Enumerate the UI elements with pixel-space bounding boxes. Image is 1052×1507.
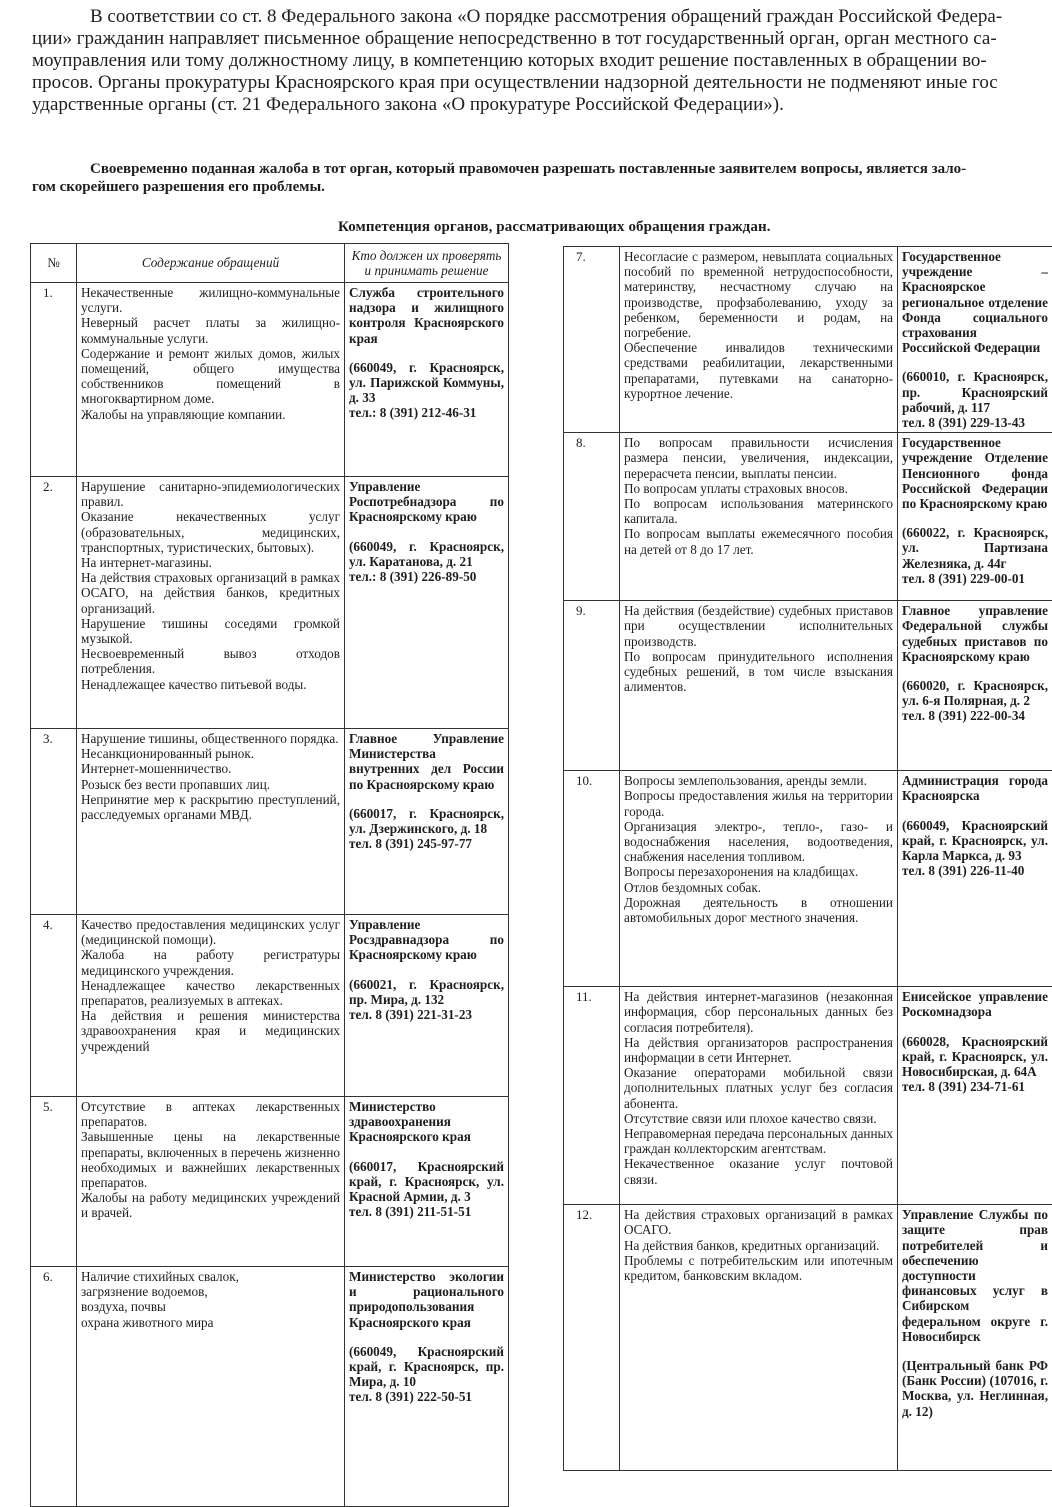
org-phone: тел. 8 (391) 211-51-51	[349, 1204, 504, 1219]
content-item: Проблемы с потребительским или ипотечным кредитом, банковским вкладом.	[624, 1253, 893, 1283]
content-item: Завышенные цены на лекарственные препараты, включенных в перечень жизненно необходимых и важнейших лекарственных препаратов.	[81, 1129, 340, 1190]
row-org	[345, 283, 509, 477]
content-item: На действия страховых организаций в рамках ОСАГО, на действия банков, кредитных организаций.	[81, 570, 340, 616]
content-item: Жалобы на работу медицинских учреждений и врачей.	[81, 1190, 340, 1220]
row-number: 11.	[564, 987, 620, 1205]
row-org	[898, 601, 1052, 771]
bold-note	[32, 160, 1050, 196]
content-item: Некачественное оказание услуг почтовой связи.	[624, 1156, 893, 1186]
content-item: Вопросы землепользования, аренды земли.	[624, 773, 893, 788]
content-item: Несогласие с размером, невыплата социальных пособий по временной нетрудоспособности, материнству, несчастному случаю на производстве, профзаболеванию, уходу за ребенком, беременности и родам, на погребение.	[624, 249, 893, 340]
row-content	[620, 247, 898, 433]
content-item: воздуха, почвы	[81, 1299, 340, 1314]
content-item: Ненадлежащее качество питьевой воды.	[81, 677, 340, 692]
content-item: загрязнение водоемов,	[81, 1284, 340, 1299]
intro-line: ции» гражданин направляет письменное обращение непосредственно в тот государственный орган, орган местного са-	[32, 28, 1050, 50]
org-phone: тел. 8 (391) 229-00-01	[902, 571, 1048, 586]
content-item: По вопросам принудительного исполнения судебных решений, в том числе взыскания алиментов.	[624, 649, 893, 695]
org-address: (Центральный банк РФ (Банк России) (107016, г. Москва, ул. Неглинная, д. 12)	[902, 1358, 1048, 1419]
table-row	[31, 477, 509, 729]
org-address: (660017, г. Красноярск, ул. Дзержинского, д. 18	[349, 806, 504, 836]
org-address: (660010, г. Красноярск, пр. Красноярский рабочий, д. 117	[902, 369, 1048, 415]
row-content	[77, 1097, 345, 1267]
content-item: Жалоба на работу регистратуры медицинского учреждения.	[81, 947, 340, 977]
intro-line: ударственные органы (ст. 21 Федерального закона «О прокуратуре Российской Федерации»).	[32, 94, 1050, 116]
content-item: Розыск без вести пропавших лиц.	[81, 777, 340, 792]
content-item: Несвоевременный вывоз отходов потребления.	[81, 646, 340, 676]
content-item: Содержание и ремонт жилых домов, жилых помещений, общего имущества собственников помещений в многоквартирном доме.	[81, 346, 340, 407]
org-phone: тел. 8 (391) 226-11-40	[902, 863, 1048, 878]
table-row	[564, 987, 1052, 1205]
content-item: На действия страховых организаций в рамках ОСАГО.	[624, 1207, 893, 1237]
header-org: Кто должен их проверять и принимать решение	[345, 244, 509, 283]
row-org	[345, 1097, 509, 1267]
content-item: охрана животного мира	[81, 1315, 340, 1330]
intro-line: моуправления или тому должностному лицу, в компетенцию которых входит решение поставленных в обращении во-	[32, 50, 1050, 72]
content-item: На действия организаторов распространения информации в сети Интернет.	[624, 1035, 893, 1065]
org-address: (660020, г. Красноярск, ул. 6-я Полярная, д. 2	[902, 678, 1048, 708]
content-item: Неправомерная передача персональных данных граждан коллекторским агентствам.	[624, 1126, 893, 1156]
org-address: (660049, г. Красноярск, ул. Парижской Коммуны, д. 33	[349, 360, 504, 406]
content-item: Неверный расчет платы за жилищно-коммунальные услуги.	[81, 315, 340, 345]
row-content	[77, 477, 345, 729]
content-item: Вопросы предоставления жилья на территории города.	[624, 788, 893, 818]
row-number: 10.	[564, 771, 620, 987]
org-name: Главное управление Федеральной службы судебных приставов по Красноярскому краю	[902, 603, 1048, 664]
org-name: Управление Службы по защите прав потребителей и обеспечению доступности финансовых услуг в Сибирском федеральном округе г. Новосибирск	[902, 1207, 1048, 1344]
table-row	[31, 1097, 509, 1267]
row-org	[898, 987, 1052, 1205]
content-item: На интернет-магазины.	[81, 555, 340, 570]
row-org	[345, 477, 509, 729]
org-address: (660049, Красноярский край, г. Красноярск, пр. Мира, д. 10	[349, 1344, 504, 1390]
row-org	[898, 247, 1052, 433]
org-name: Администрация города Красноярска	[902, 773, 1048, 803]
org-name: Служба строительного надзора и жилищного контроля Красноярского края	[349, 285, 504, 346]
content-item: На действия и решения министерства здравоохранения края и медицинских учреждений	[81, 1008, 340, 1054]
table-row	[564, 433, 1052, 601]
org-address: (660022, г. Красноярск, ул. Партизана Железняка, д. 44г	[902, 525, 1048, 571]
table-header-row	[31, 244, 509, 283]
content-item: Нарушение санитарно-эпидемиологических правил.	[81, 479, 340, 509]
org-phone: тел.: 8 (391) 212-46-31	[349, 405, 504, 420]
table-row	[564, 771, 1052, 987]
intro-line: В соответствии со ст. 8 Федерального закона «О порядке рассмотрения обращений граждан Российской Федера-	[32, 6, 1050, 28]
table-caption: Компетенция органов, рассматривающих обращения граждан.	[338, 219, 771, 236]
content-item: Организация электро-, тепло-, газо- и водоснабжения населения, водоотведения, снабжения населения топливом.	[624, 819, 893, 865]
org-phone: тел. 8 (391) 229-13-43	[902, 415, 1048, 430]
row-number: 7.	[564, 247, 620, 433]
row-content	[620, 1205, 898, 1471]
row-number: 8.	[564, 433, 620, 601]
content-item: Некачественные жилищно-коммунальные услуги.	[81, 285, 340, 315]
org-address: (660049, Красноярский край, г. Красноярск, ул. Карла Маркса, д. 93	[902, 818, 1048, 864]
content-item: Отлов бездомных собак.	[624, 880, 893, 895]
content-item: Нарушение тишины, общественного порядка.	[81, 731, 340, 746]
header-content: Содержание обращений	[77, 244, 345, 283]
row-org	[345, 729, 509, 915]
table-row	[31, 1267, 509, 1507]
org-name: Министерство здравоохранения Красноярского края	[349, 1099, 504, 1145]
content-item: Интернет-мошенничество.	[81, 761, 340, 776]
row-content	[77, 915, 345, 1097]
note-line: Своевременно поданная жалоба в тот орган, который правомочен разрешать поставленные заявителем вопросы, является зало-	[32, 160, 1050, 178]
content-item: По вопросам правильности исчисления размера пенсии, увеличения, индексации, перерасчета пенсии, выплаты пенсии.	[624, 435, 893, 481]
content-item: Наличие стихийных свалок,	[81, 1269, 340, 1284]
header-num: №	[31, 244, 77, 283]
content-item: Несанкционированный рынок.	[81, 746, 340, 761]
org-phone: тел.: 8 (391) 226-89-50	[349, 569, 504, 584]
org-phone: тел. 8 (391) 234-71-61	[902, 1079, 1048, 1094]
row-content	[77, 1267, 345, 1507]
row-number: 9.	[564, 601, 620, 771]
intro-paragraph	[32, 6, 1050, 116]
table-row	[31, 729, 509, 915]
row-org	[898, 433, 1052, 601]
row-org	[898, 771, 1052, 987]
content-item: Отсутствие связи или плохое качество связи.	[624, 1111, 893, 1126]
content-item: Жалобы на управляющие компании.	[81, 407, 340, 422]
content-item: Нарушение тишины соседями громкой музыкой.	[81, 616, 340, 646]
content-item: Ненадлежащее качество лекарственных препаратов, реализуемых в аптеках.	[81, 978, 340, 1008]
row-org	[898, 1205, 1052, 1471]
content-item: На действия банков, кредитных организаций.	[624, 1238, 893, 1253]
org-phone: тел. 8 (391) 222-00-34	[902, 708, 1048, 723]
content-item: Дорожная деятельность в отношении автомобильных дорог местного значения.	[624, 895, 893, 925]
row-number: 3.	[31, 729, 77, 915]
row-content	[620, 601, 898, 771]
org-name: Министерство экологии и рационального природопользования Красноярского края	[349, 1269, 504, 1330]
content-item: На действия (бездействие) судебных приставов при осуществлении исполнительных производств.	[624, 603, 893, 649]
org-name: Государственное учреждение – Красноярское региональное отделение Фонда социального страхования Российской Федерации	[902, 249, 1048, 355]
row-content	[77, 729, 345, 915]
row-number: 4.	[31, 915, 77, 1097]
content-item: Вопросы перезахоронения на кладбищах.	[624, 864, 893, 879]
content-item: Оказание некачественных услуг (образовательных, медицинских, транспортных, туристических, бытовых).	[81, 509, 340, 555]
org-address: (660028, Красноярский край, г. Красноярск, ул. Новосибирская, д. 64А	[902, 1034, 1048, 1080]
org-name: Управление Росздравнадзора по Красноярскому краю	[349, 917, 504, 963]
row-number: 2.	[31, 477, 77, 729]
org-address: (660049, г. Красноярск, ул. Каратанова, д. 21	[349, 539, 504, 569]
content-item: По вопросам использования материнского капитала.	[624, 496, 893, 526]
content-item: На действия интернет-магазинов (незаконная информация, сбор персональных данных без согласия потребителя).	[624, 989, 893, 1035]
table-row	[564, 247, 1052, 433]
org-address: (660017, Красноярский край, г. Красноярск, ул. Красной Армии, д. 3	[349, 1159, 504, 1205]
content-item: Оказание операторами мобильной связи дополнительных платных услуг без согласия абонента.	[624, 1065, 893, 1111]
content-item: Качество предоставления медицинских услуг (медицинской помощи).	[81, 917, 340, 947]
row-org	[345, 1267, 509, 1507]
content-item: Непринятие мер к раскрытию преступлений, расследуемых органами МВД.	[81, 792, 340, 822]
table-row	[31, 283, 509, 477]
org-name: Управление Роспотребнадзора по Красноярскому краю	[349, 479, 504, 525]
org-address: (660021, г. Красноярск, пр. Мира, д. 132	[349, 977, 504, 1007]
org-phone: тел. 8 (391) 221-31-23	[349, 1007, 504, 1022]
row-number: 5.	[31, 1097, 77, 1267]
content-item: Обеспечение инвалидов техническими средствами реабилитации, лекарственными препаратами, путевками на санаторно-курортное лечение.	[624, 340, 893, 401]
row-content	[620, 987, 898, 1205]
row-content	[620, 433, 898, 601]
row-content	[77, 283, 345, 477]
table-row	[31, 915, 509, 1097]
table-row	[564, 601, 1052, 771]
content-item: Отсутствие в аптеках лекарственных препаратов.	[81, 1099, 340, 1129]
row-content	[620, 771, 898, 987]
competence-table-left	[30, 243, 509, 1507]
org-phone: тел. 8 (391) 245-97-77	[349, 836, 504, 851]
content-item: По вопросам уплаты страховых вносов.	[624, 481, 893, 496]
row-number: 1.	[31, 283, 77, 477]
org-phone: тел. 8 (391) 222-50-51	[349, 1389, 504, 1404]
row-org	[345, 915, 509, 1097]
note-line: гом скорейшего разрешения его проблемы.	[32, 179, 325, 195]
table-row	[564, 1205, 1052, 1471]
row-number: 12.	[564, 1205, 620, 1471]
org-name: Государственное учреждение Отделение Пенсионного фонда Российской Федерации по Красноярскому краю	[902, 435, 1048, 511]
intro-line: просов. Органы прокуратуры Красноярского края при осуществлении надзорной деятельности не подменяют иные гос	[32, 72, 1050, 94]
content-item: По вопросам выплаты ежемесячного пособия на детей от 8 до 17 лет.	[624, 526, 893, 556]
org-name: Енисейское управление Роскомнадзора	[902, 989, 1048, 1019]
org-name: Главное Управление Министерства внутренних дел России по Красноярскому краю	[349, 731, 504, 792]
competence-table-right	[563, 246, 1052, 1471]
row-number: 6.	[31, 1267, 77, 1507]
